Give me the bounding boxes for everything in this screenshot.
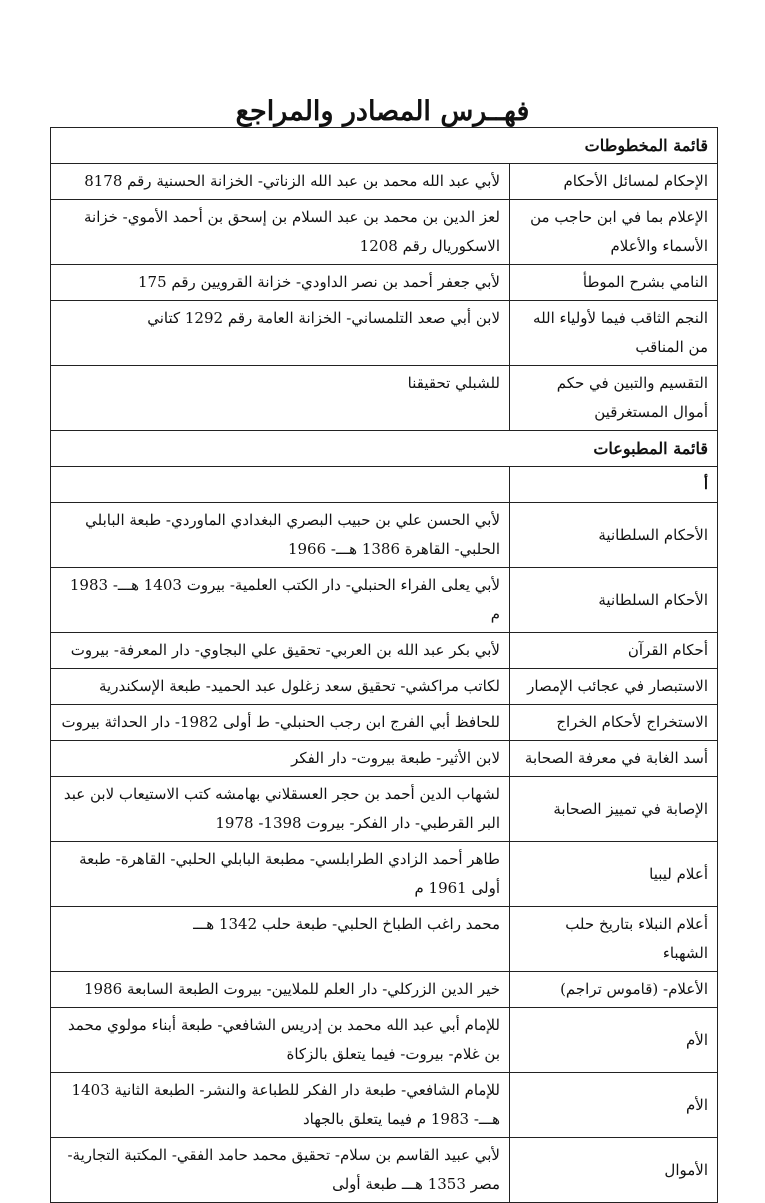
entry-description: للإمام الشافعي- طبعة دار الفكر للطباعة والنشر- الطبعة الثانية 1403 هـــ- 1983 م فيما يتعلق بالجهاد [51,1073,510,1138]
entry-description: للحافظ أبي الفرج ابن رجب الحنبلي- ط أولى 1982- دار الحداثة بيروت [51,705,510,741]
table-row [51,1138,718,1203]
entry-title: أحكام القرآن [510,633,718,669]
table-row [51,164,718,200]
entry-title: الإحكام لمسائل الأحكام [510,164,718,200]
letter-row-empty [51,467,510,503]
manuscripts-heading-label: قائمة المخطوطات [51,128,718,164]
entry-description: لابن أبي صعد التلمساني- الخزانة العامة رقم 1292 كتاني [51,301,510,366]
entry-description: لعز الدين بن محمد بن عبد السلام بن إسحق بن أحمد الأموي- خزانة الاسكوريال رقم 1208 [51,200,510,265]
table-row [51,301,718,366]
entry-title: الأم [510,1008,718,1073]
entry-description: لأبي جعفر أحمد بن نصر الداودي- خزانة القرويين رقم 175 [51,265,510,301]
entry-title: التقسيم والتبين في حكم أموال المستغرقين [510,366,718,431]
sources-table-body [51,128,718,1203]
table-row [51,741,718,777]
table-row [51,633,718,669]
entry-description: خير الدين الزركلي- دار العلم للملايين- بيروت الطبعة السابعة 1986 [51,972,510,1008]
entry-title: أسد الغابة في معرفة الصحابة [510,741,718,777]
table-row [51,972,718,1008]
entry-description: لأبي عبيد القاسم بن سلام- تحقيق محمد حامد الفقي- المكتبة التجارية- مصر 1353 هـــ طبعة أولى [51,1138,510,1203]
entry-title: الأموال [510,1138,718,1203]
entry-description: لكاتب مراكشي- تحقيق سعد زغلول عبد الحميد- طبعة الإسكندرية [51,669,510,705]
table-row [51,1008,718,1073]
letter-label: أ [510,467,718,503]
table-row [51,669,718,705]
table-row [51,1073,718,1138]
sources-table [50,127,718,1203]
entry-title: الأم [510,1073,718,1138]
entry-title: النجم الثاقب فيما لأولياء الله من المناقب [510,301,718,366]
entry-description: لشهاب الدين أحمد بن حجر العسقلاني بهامشه كتب الاستيعاب لابن عبد البر القرطبي- دار الفكر- بيروت 1398- 1978 [51,777,510,842]
manuscripts-heading [51,128,718,164]
entry-description: لابن الأثير- طبعة بيروت- دار الفكر [51,741,510,777]
table-row [51,366,718,431]
entry-description: طاهر أحمد الزادي الطرابلسي- مطبعة البابلي الحلبي- القاهرة- طبعة أولى 1961 م [51,842,510,907]
entry-title: النامي بشرح الموطأ [510,265,718,301]
table-row [51,842,718,907]
entry-description: للشبلي تحقيقنا [51,366,510,431]
printed-heading-label: قائمة المطبوعات [51,431,718,467]
table-row [51,777,718,842]
printed-heading [51,431,718,467]
entry-description: لأبي عبد الله محمد بن عبد الله الزناتي- الخزانة الحسنية رقم 8178 [51,164,510,200]
entry-description: للإمام أبي عبد الله محمد بن إدريس الشافعي- طبعة أبناء مولوي محمد بن غلام- بيروت- فيما يتعلق بالزكاة [51,1008,510,1073]
entry-title: أعلام النبلاء بتاريخ حلب الشهباء [510,907,718,972]
entry-title: الأحكام السلطانية [510,568,718,633]
table-row [51,568,718,633]
table-row [51,265,718,301]
entry-description: لأبي الحسن علي بن حبيب البصري البغدادي الماوردي- طبعة البابلي الحلبي- القاهرة 1386 هـــ- 1966 [51,503,510,568]
entry-title: الإصابة في تمييز الصحابة [510,777,718,842]
entry-title: أعلام ليبيا [510,842,718,907]
entry-title: الأحكام السلطانية [510,503,718,568]
entry-title: الإعلام بما في ابن حاجب من الأسماء والأعلام [510,200,718,265]
entry-title: الأعلام- (قاموس تراجم) [510,972,718,1008]
page-title: فهــرس المصادر والمراجع [235,96,530,127]
table-row [51,503,718,568]
entry-description: لأبي بكر عبد الله بن العربي- تحقيق علي البجاوي- دار المعرفة- بيروت [51,633,510,669]
entry-description: لأبي يعلى الفراء الحنبلي- دار الكتب العلمية- بيروت 1403 هـــ- 1983 م [51,568,510,633]
table-row [51,705,718,741]
entry-title: الاستبصار في عجائب الإمصار [510,669,718,705]
entry-title: الاستخراج لأحكام الخراج [510,705,718,741]
table-row [51,200,718,265]
entry-description: محمد راغب الطباخ الحلبي- طبعة حلب 1342 هـــ [51,907,510,972]
letter-row [51,467,718,503]
table-row [51,907,718,972]
